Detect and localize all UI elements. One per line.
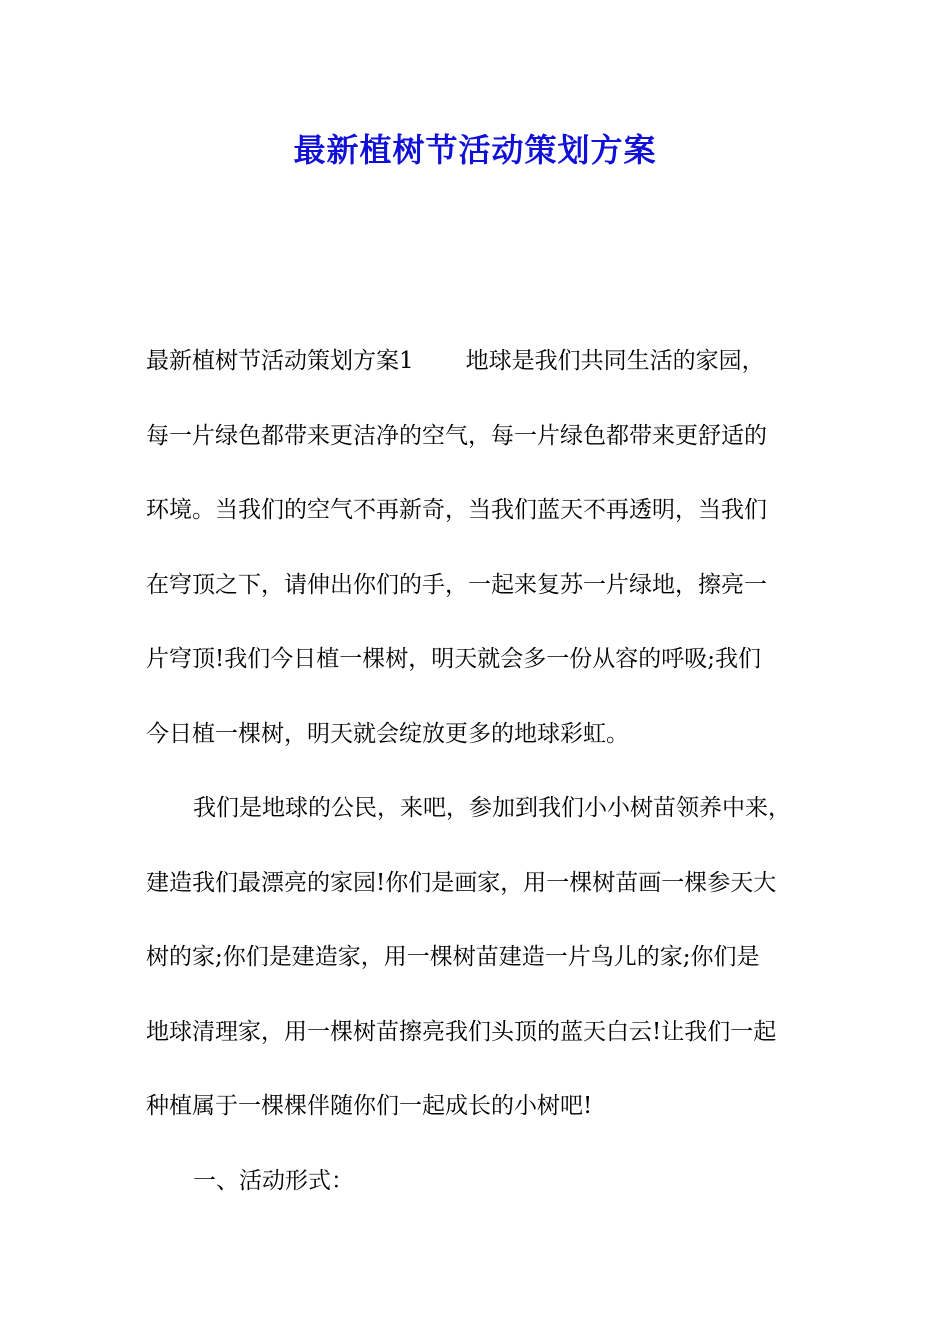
paragraph-text: 地球是我们共同生活的家园， <box>465 348 765 374</box>
paragraph-line: 片穹顶!我们今日植一棵树，明天就会多一份从容的呼吸;我们 <box>146 646 761 672</box>
paragraph-line: 建造我们最漂亮的家园!你们是画家，用一棵树苗画一棵参天大 <box>146 869 777 896</box>
subheading-activity-form: 一、活动形式： <box>193 1167 354 1194</box>
paragraph-line: 我们是地球的公民，来吧，参加到我们小小树苗领养中来， <box>193 795 791 821</box>
paragraph-line: 在穹顶之下，请伸出你们的手，一起来复苏一片绿地，擦亮一 <box>146 571 767 598</box>
paragraph-line: 每一片绿色都带来更洁净的空气，每一片绿色都带来更舒适的 <box>146 422 767 449</box>
paragraph-line: 环境。当我们的空气不再新奇，当我们蓝天不再透明，当我们 <box>146 497 767 523</box>
document-title: 最新植树节活动策划方案 <box>293 131 657 169</box>
paragraph-line <box>146 336 836 411</box>
document-body <box>146 336 836 1230</box>
section-heading: 最新植树节活动策划方案1 <box>146 348 414 374</box>
paragraph-line: 种植属于一棵棵伴随你们一起成长的小树吧! <box>146 1093 593 1119</box>
paragraph-line: 地球清理家，用一棵树苗擦亮我们头顶的蓝天白云!让我们一起 <box>146 1018 777 1045</box>
paragraph-line: 树的家;你们是建造家，用一棵树苗建造一片鸟儿的家;你们是 <box>146 944 760 970</box>
paragraph-line: 今日植一棵树，明天就会绽放更多的地球彩虹。 <box>146 720 629 747</box>
